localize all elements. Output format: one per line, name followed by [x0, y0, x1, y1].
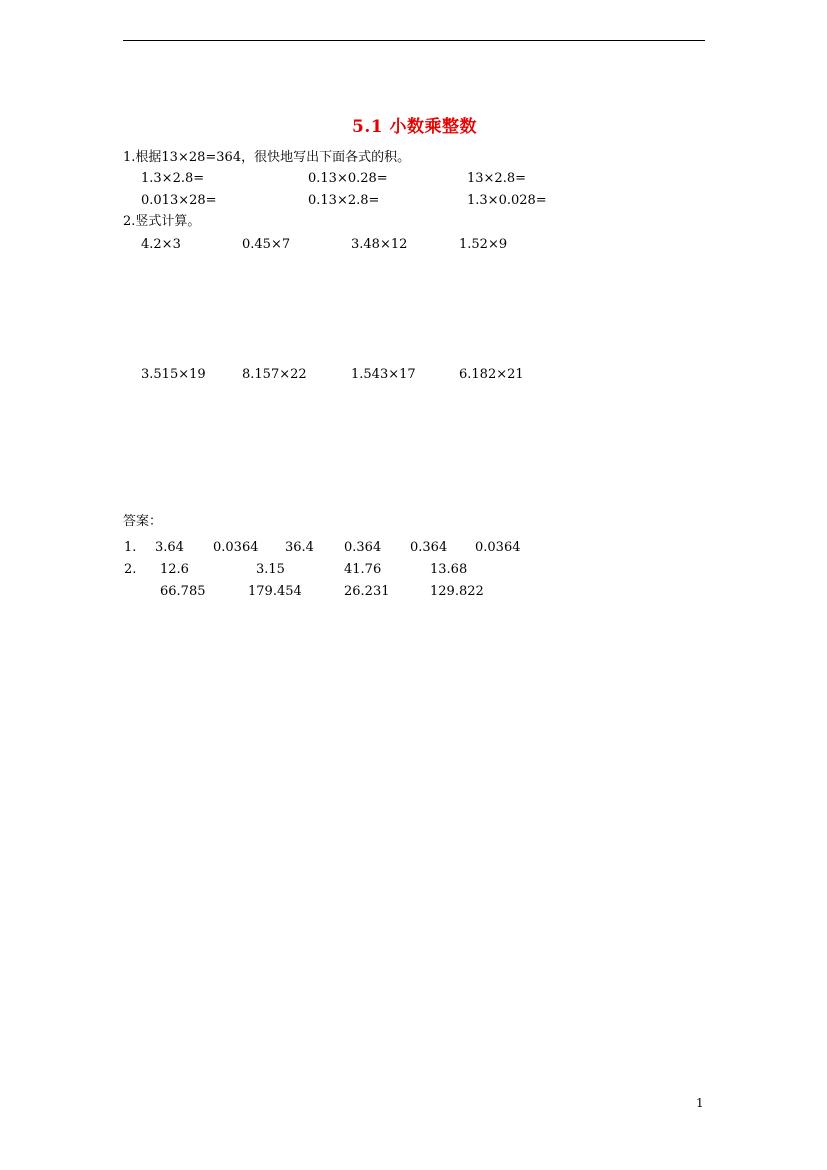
answer-value: 3.15 [256, 562, 285, 577]
answer-value: 3.64 [155, 540, 184, 555]
answer-value: 129.822 [430, 584, 484, 599]
answer-value: 12.6 [160, 562, 189, 577]
answer-value: 26.231 [344, 584, 390, 599]
q2-item: 4.2×3 [141, 237, 181, 252]
answer-value: 0.0364 [213, 540, 259, 555]
answer-label: 1. [124, 540, 137, 555]
answers-heading: 答案： [123, 514, 163, 529]
answer-value: 179.454 [248, 584, 302, 599]
q2-item: 1.52×9 [459, 237, 508, 252]
q2-item: 3.48×12 [351, 237, 408, 252]
q1-item: 1.3×2.8= [141, 171, 205, 186]
answer-value: 36.4 [285, 540, 314, 555]
q1-item: 13×2.8= [467, 171, 527, 186]
q2-item: 6.182×21 [459, 367, 524, 382]
answer-value: 0.0364 [475, 540, 521, 555]
answer-value: 66.785 [160, 584, 206, 599]
q2-item: 3.515×19 [141, 367, 206, 382]
question-1-prompt: 1.根据13×28=364，很快地写出下面各式的积。 [123, 150, 411, 165]
q2-item: 0.45×7 [242, 237, 291, 252]
question-2-prompt: 2.竖式计算。 [123, 214, 201, 229]
q2-item: 8.157×22 [242, 367, 307, 382]
answer-label: 2. [124, 562, 137, 577]
q1-item: 0.013×28= [141, 193, 217, 208]
q1-item: 0.13×0.28= [308, 171, 388, 186]
answer-value: 41.76 [344, 562, 382, 577]
q1-item: 1.3×0.028= [467, 193, 547, 208]
q2-item: 1.543×17 [351, 367, 416, 382]
answer-value: 0.364 [344, 540, 382, 555]
header-rule [123, 40, 705, 41]
answer-value: 0.364 [410, 540, 448, 555]
answer-value: 13.68 [430, 562, 468, 577]
page-title: 5.1 小数乘整数 [352, 117, 477, 137]
page-number: 1 [696, 1096, 704, 1110]
q1-item: 0.13×2.8= [308, 193, 380, 208]
